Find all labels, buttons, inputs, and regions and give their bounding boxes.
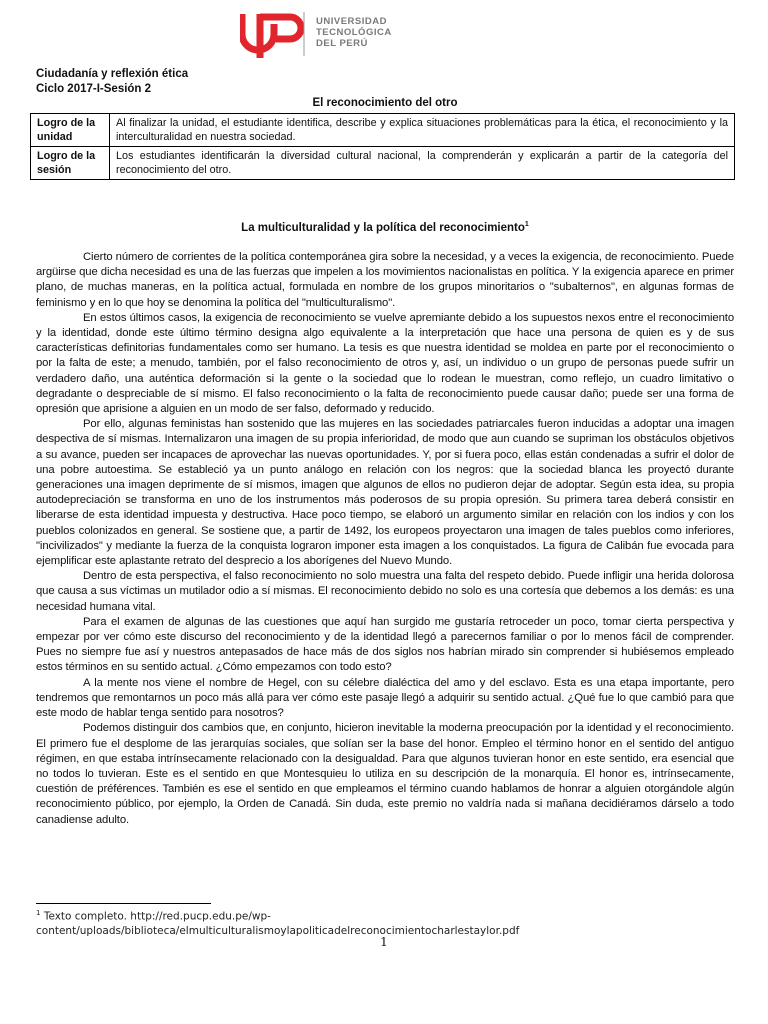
paragraph: A la mente nos viene el nombre de Hegel, con su célebre dialéctica del amo y del esclavo. Esta es una etapa importante, pero tendremos que remontarnos un poco más allá para ver cómo este pasaje llegó a adquirir su sentido actual. ¿Qué fue lo que cambió para que este modo de hablar tenga sentido para nosotros? — [36, 676, 734, 720]
document-title: El reconocimiento del otro — [312, 97, 458, 109]
goal-label: Logro de la unidad — [31, 114, 110, 147]
university-logo — [240, 8, 440, 58]
course-name: Ciudadanía y reflexión ética — [36, 68, 189, 80]
logo-line-3: DEL PERÚ — [316, 38, 368, 49]
paragraph: Dentro de esta perspectiva, el falso reconocimiento no solo muestra una falta del respeto debido. Puede infligir una herida dolorosa que causa a sus víctimas un mutilador odio a sí mismas. El reconocimiento debido no solo es una cortesía que debemos a los demás: es una necesidad humana vital. — [36, 570, 734, 613]
page-number: 1 — [380, 935, 388, 949]
logo-wordmark — [316, 16, 392, 49]
paragraph: Por ello, algunas feministas han sostenido que las mujeres en las sociedades patriarcales fueron inducidas a adoptar una imagen despectiva de sí mismas. Internalizaron una imagen de su propia inferioridad, de modo que aun cuando se supriman los obstáculos objetivos a su avance, pueden ser incapaces de aprovechar las nuevas oportunidades. Y, por si fuera poco, ellas están condenadas a sufrir el dolor de una pobre autoestima. Se estableció ya un punto análogo en relación con los negros: que la sociedad blanca les proyectó durante generaciones una imagen deprimente de sí mismos, imagen que algunos de ellos no pudieron dejar de adoptar. Según esta idea, su propia autodepreciación se transforma en uno de los instrumentos más poderosos de su propia opresión. Su primera tarea deberá consistir en liberarse de esta identidad impuesta y destructiva. Hace poco tiempo, se elaboró un argumento similar en relación con los indios y con los pueblos colonizados en general. Se sostiene que, a partir de 1492, los europeos proyectaron una imagen de tales pueblos como inferiores, "incivilizados" y mediante la fuerza de la conquista lograron imponer esta imagen a los conquistados. La figura de Calibán fue evocada para ejemplificar este aplastante retrato del desprecio a los aborígenes del Nuevo Mundo. — [36, 418, 734, 568]
paragraph: En estos últimos casos, la exigencia de reconocimiento se vuelve apremiante debido a los supuestos nexos entre el reconocimiento y la identidad, donde este último término designa algo equivalente a la interpretación que hace una persona de quien es y de sus características definitorias fundamentales como ser humano. La tesis es que nuestra identidad se moldea en parte por el reconocimiento o por la falta de este; a menudo, también, por el falso reconocimiento de otros y, así, un individuo o un grupo de personas puede sufrir un verdadero daño, una auténtica deformación si la gente o la sociedad que lo rodean le muestran, como reflejo, un cuadro limitativo o degradante o despreciable de sí mismo. El falso reconocimiento o la falta de reconocimiento puede causar daño; puede ser una forma de opresión que aprisione a alguien en un modo de ser falso, deformado y reducido. — [36, 311, 734, 416]
goal-text: Al finalizar la unidad, el estudiante identifica, describe y explica situaciones problemáticas para la ética, el reconocimiento y la interculturalidad en nuestra sociedad. — [110, 114, 735, 147]
footnote-mark: 1 — [36, 909, 41, 917]
goals-table — [30, 113, 735, 180]
utp-emblem-icon — [240, 8, 310, 60]
goal-text: Los estudiantes identificarán la diversidad cultural nacional, la comprenderán y explicarán a partir de la categoría del reconocimiento del otro. — [110, 147, 735, 180]
footnote — [36, 906, 696, 938]
footnote-text[interactable]: Texto completo. http://red.pucp.edu.pe/wp-content/uploads/biblioteca/elmulticulturalismoylapoliticadelreconocimientocharlestaylor.pdf — [36, 910, 520, 937]
section-title — [36, 221, 734, 234]
paragraph: Cierto número de corrientes de la política contemporánea gira sobre la necesidad, y a veces la exigencia, de reconocimiento. Puede argüirse que dicha necesidad es una de las fuerzas que impelen a los movimientos nacionalistas en política. Y la exigencia aparece en primer plano, de muchas maneras, en la política actual, formulada en nombre de los grupos minoritarios o "subalternos", en algunas formas de feminismo y en lo que hoy se denomina la política del "multiculturalismo". — [36, 251, 734, 309]
logo-line-2: TECNOLÓGICA — [316, 27, 392, 38]
cycle-session: Ciclo 2017-I-Sesión 2 — [36, 83, 152, 95]
document-header — [36, 67, 188, 97]
table-row — [31, 114, 735, 147]
paragraph: Podemos distinguir dos cambios que, en conjunto, hicieron inevitable la moderna preocupación por la identidad y el reconocimiento. El primero fue el desplome de las jerarquías sociales, que solían ser la base del honor. Empleo el término honor en el sentido del antiguo régimen, en que estaba intrínsecamente relacionado con la desigualdad. Para que algunos tuvieran honor en este sentido, era esencial que no todos lo tuvieran. Este es el sentido en que Montesquieu lo utiliza en su descripción de la monarquía. El honor es, intrínsecamente, cuestión de préférences. También es ese el sentido en que empleamos el término cuando hablamos de honrar a alguien otorgándole algún reconocimiento público, por ejemplo, la Orden de Canadá. Sin duda, este premio no valdría nada si mañana decidiéramos dárselo a todo canadiense adulto. — [36, 722, 734, 826]
goal-label: Logro de la sesión — [31, 147, 110, 180]
section-title-text: La multiculturalidad y la política del reconocimiento — [241, 221, 525, 234]
table-row — [31, 147, 735, 180]
logo-line-1: UNIVERSIDAD — [316, 16, 387, 27]
paragraph: Para el examen de algunas de las cuestiones que aquí han surgido me gustaría retroceder un poco, tomar cierta perspectiva y empezar por ver cómo este discurso del reconocimiento y de la identidad llegó a parecernos familiar o por lo menos fácil de comprender. Pues no siempre fue así y nuestros antepasados de hace más de dos siglos nos habrían mirado sin comprender si hubiésemos empleado estos términos en su sentido actual. ¿Cómo empezamos con todo esto? — [36, 615, 734, 674]
footnote-reference[interactable]: 1 — [524, 221, 529, 228]
article-body — [36, 250, 734, 828]
footnote-divider — [36, 903, 211, 904]
